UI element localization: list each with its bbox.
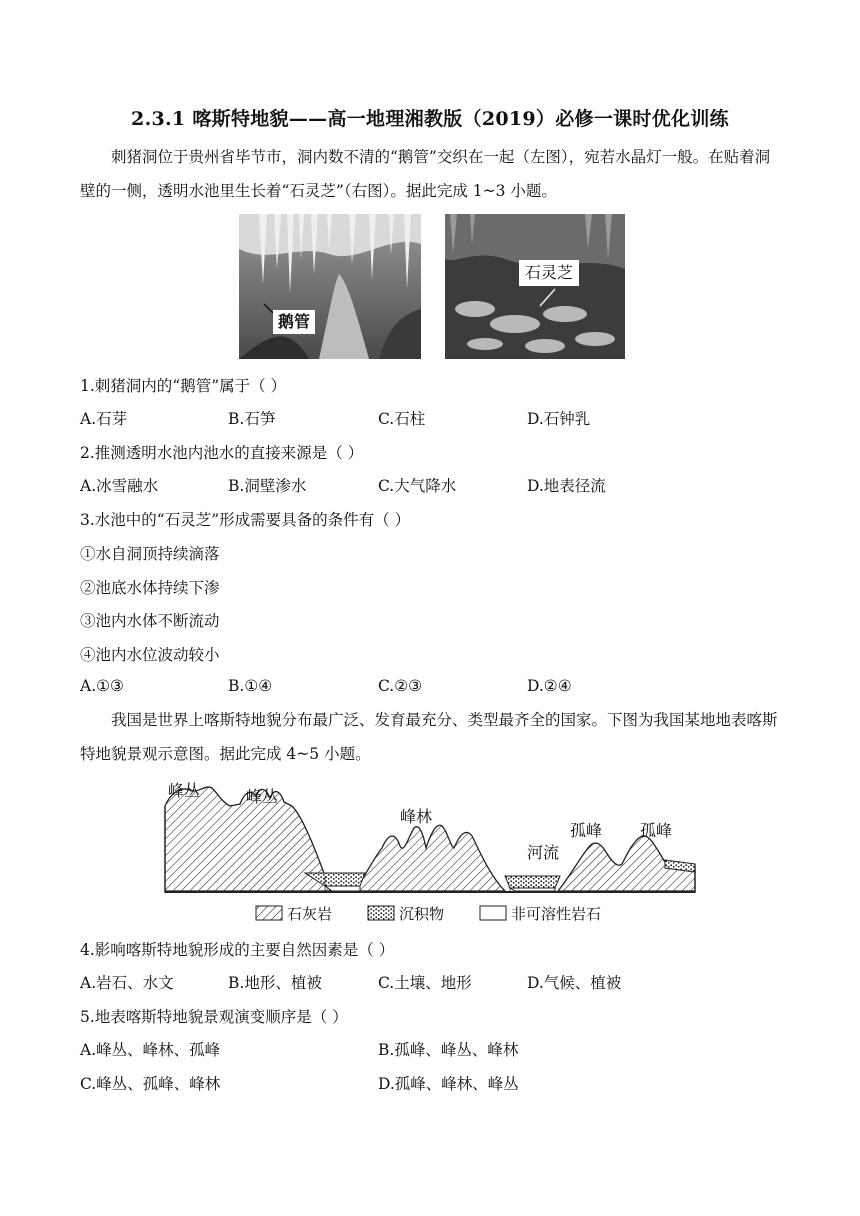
question-3-option-b[interactable]: B.①④ (228, 677, 273, 695)
diagram-label-fengcong-2: 峰丛 (246, 787, 279, 806)
question-3-item-3: ③池内水体不断流动 (80, 612, 220, 630)
legend-swatch-limestone (256, 906, 282, 920)
question-5-option-d[interactable]: D.孤峰、峰林、峰丛 (378, 1075, 519, 1093)
question-1-option-d[interactable]: D.石钟乳 (527, 410, 591, 428)
legend-swatch-non-soluble (480, 906, 506, 920)
question-2-stem: 2.推测透明水池内池水的直接来源是（ ） (80, 444, 364, 462)
question-4-option-c[interactable]: C.土壤、地形 (378, 974, 472, 992)
question-5-option-c[interactable]: C.峰丛、孤峰、峰林 (80, 1075, 221, 1093)
non-soluble-rock-base (165, 891, 695, 893)
question-2-option-b[interactable]: B.洞壁渗水 (228, 477, 307, 495)
question-3-option-c[interactable]: C.②③ (378, 677, 423, 695)
question-5-option-b[interactable]: B.孤峰、峰丛、峰林 (378, 1041, 519, 1059)
question-4-option-a[interactable]: A.岩石、水文 (80, 974, 174, 992)
diagram-label-fengcong-1: 峰丛 (168, 781, 201, 800)
photo-right-label: 石灵芝 (524, 263, 573, 282)
diagram-label-gufeng-2: 孤峰 (640, 821, 673, 840)
question-2-option-a[interactable]: A.冰雪融水 (80, 477, 159, 495)
photo-cave-straws (239, 214, 421, 359)
question-4-option-d[interactable]: D.气候、植被 (527, 974, 622, 992)
question-5-option-a[interactable]: A.峰丛、峰林、孤峰 (80, 1041, 221, 1059)
intro-paragraph-1 (80, 140, 780, 208)
question-1-option-a[interactable]: A.石芽 (80, 410, 128, 428)
diagram-label-gufeng-1: 孤峰 (570, 821, 603, 840)
question-3-option-d[interactable]: D.②④ (527, 677, 572, 695)
photo-pool (445, 214, 625, 359)
question-1-option-c[interactable]: C.石柱 (378, 410, 426, 428)
question-4-stem: 4.影响喀斯特地貌形成的主要自然因素是（ ） (80, 941, 395, 959)
photo-left-label: 鹅管 (277, 312, 310, 331)
question-2-option-c[interactable]: C.大气降水 (378, 477, 457, 495)
karst-landform-diagram (160, 776, 700, 930)
question-3-stem: 3.水池中的“石灵芝”形成需要具备的条件有（ ） (80, 511, 411, 529)
question-1-option-b[interactable]: B.石笋 (228, 410, 276, 428)
legend-swatch-sediment (368, 906, 394, 920)
question-3-item-2: ②池底水体持续下渗 (80, 579, 220, 597)
question-3-option-a[interactable]: A.①③ (80, 677, 124, 695)
diagram-label-heliu: 河流 (527, 843, 560, 862)
intro-paragraph-2-text: 我国是世界上喀斯特地貌分布最广泛、发育最充分、类型最齐全的国家。下图为我国某地地表喀斯特地貌景观示意图。据此完成 4~5 小题。 (80, 711, 778, 763)
legend-label-limestone: 石灰岩 (287, 905, 333, 923)
question-3-item-1: ①水自洞顶持续滴落 (80, 545, 220, 563)
question-3-item-4: ④池内水位波动较小 (80, 646, 220, 664)
document-title: 2.3.1 喀斯特地貌——高一地理湘教版（2019）必修一课时优化训练 (131, 108, 729, 130)
question-2-option-d[interactable]: D.地表径流 (527, 477, 606, 495)
question-1-stem: 1.刺猪洞内的“鹅管”属于（ ） (80, 377, 287, 395)
legend-label-sediment: 沉积物 (399, 905, 445, 923)
legend-label-non-soluble: 非可溶性岩石 (511, 905, 602, 923)
intro-paragraph-1-text: 刺猪洞位于贵州省毕节市，洞内数不清的“鹅管”交织在一起（左图），宛若水晶灯一般。在贴着洞壁的一侧，透明水池里生长着“石灵芝”（右图）。据此完成 1~3 小题。 (80, 148, 771, 200)
intro-paragraph-2 (80, 703, 780, 771)
question-5-stem: 5.地表喀斯特地貌景观演变顺序是（ ） (80, 1008, 348, 1026)
question-4-option-b[interactable]: B.地形、植被 (228, 974, 322, 992)
diagram-label-fenglin: 峰林 (400, 807, 433, 826)
